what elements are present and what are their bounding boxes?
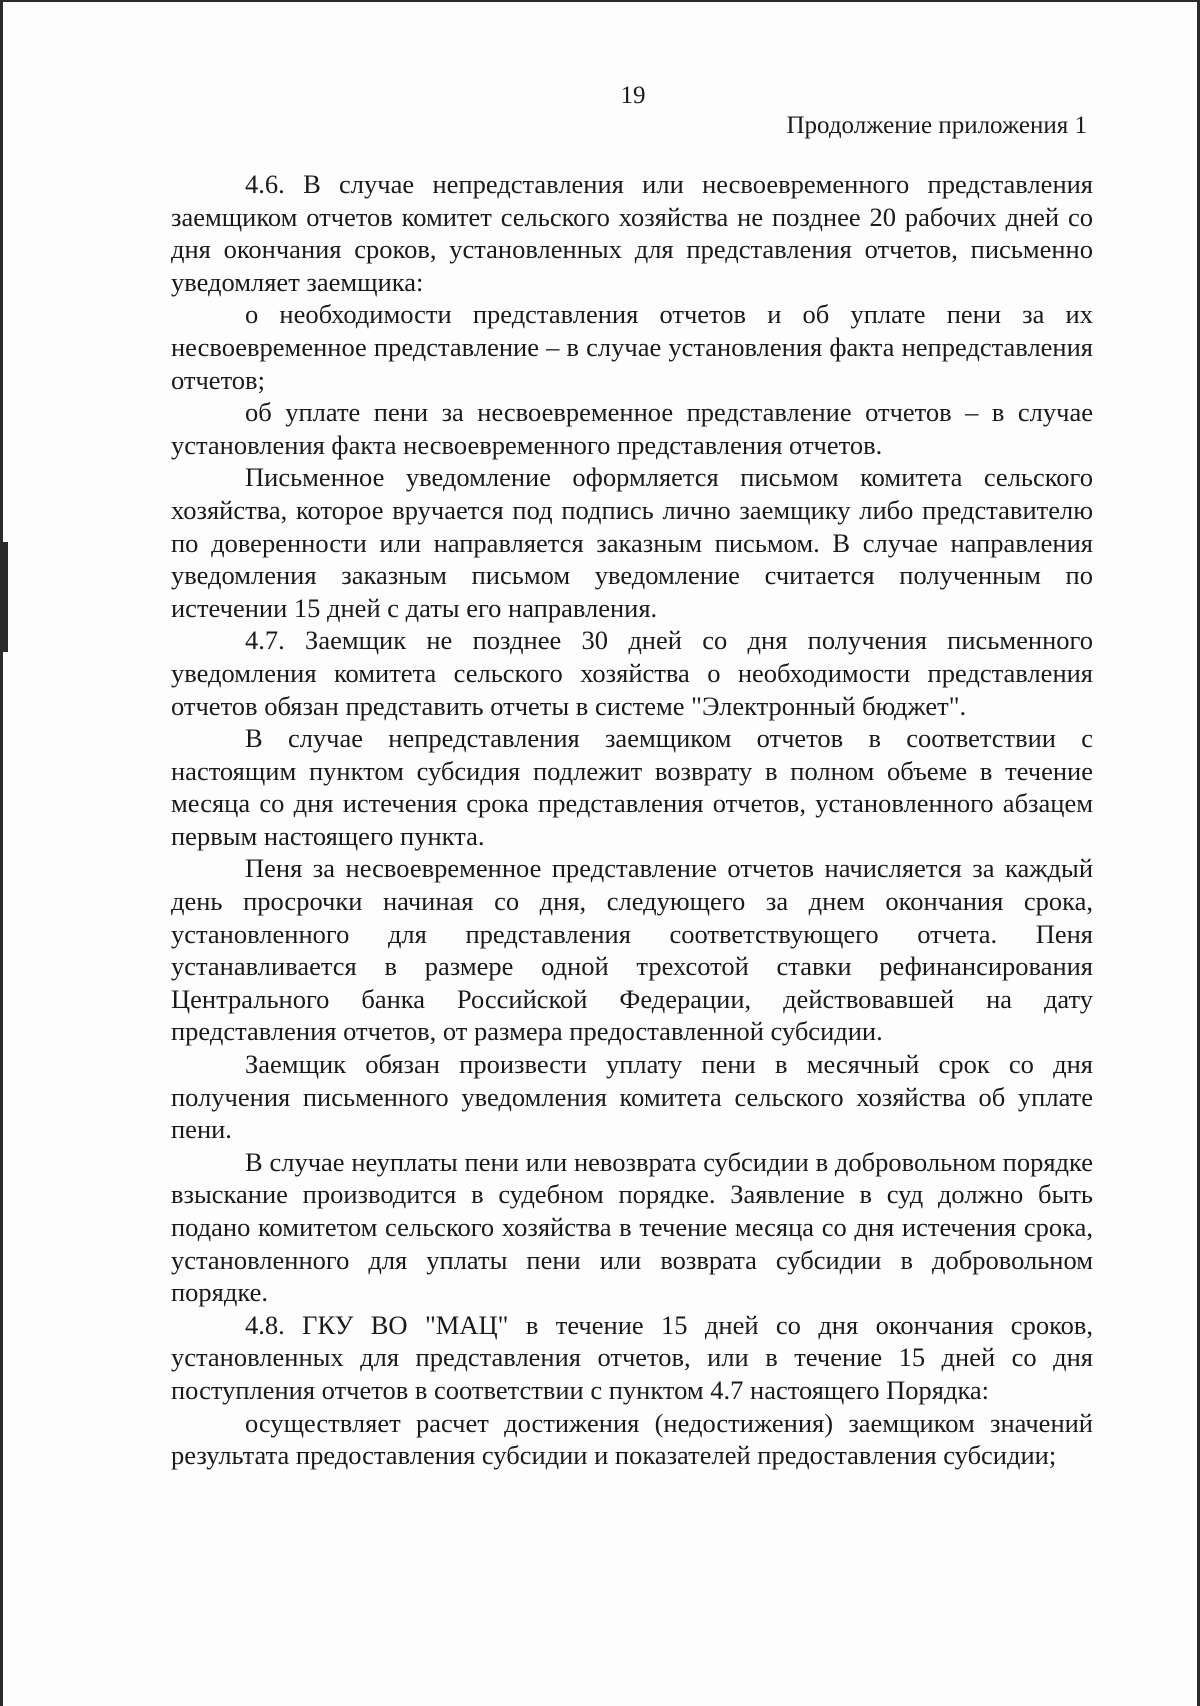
- paragraph-4-6: 4.6. В случае непредставления или несвоевременного представления заемщиком отчетов комитет сельского хозяйства не позднее 20 рабочих дней со дня окончания сроков, установленных для представления отчетов, письменно уведомляет заемщика:: [171, 169, 1093, 297]
- page-number: 19: [620, 82, 646, 109]
- paragraph-4-7: 4.7. Заемщик не позднее 30 дней со дня получения письменного уведомления комитета сельского хозяйства о необходимости представления отчетов обязан представить отчеты в системе "Электронный бюджет".: [171, 625, 1093, 721]
- paragraph-calculation: осуществляет расчет достижения (недостижения) заемщиком значений результата предоставления субсидии и показателей предоставления субсидии;: [171, 1407, 1093, 1471]
- paragraph-4-8: 4.8. ГКУ ВО "МАЦ" в течение 15 дней со дня окончания сроков, установленных для представления отчетов, или в течение 15 дней со дня поступления отчетов в соответствии с пунктом 4.7 настоящего Порядка:: [171, 1309, 1093, 1405]
- paragraph-court-recovery: В случае неуплаты пени или невозврата субсидии в добровольном порядке взыскание производится в судебном порядке. Заявление в суд должно быть подано комитетом сельского хозяйства в течение месяца со дня истечения срока, установленного для уплаты пени или возврата субсидии в добровольном порядке.: [171, 1146, 1093, 1308]
- paragraph-notice-reports: о необходимости представления отчетов и об уплате пени за их несвоевременное представление – в случае установления факта непредставления отчетов;: [171, 299, 1093, 395]
- paragraph-notice-penalty: об уплате пени за несвоевременное представление отчетов – в случае установления факта несвоевременного представления отчетов.: [171, 397, 1093, 460]
- appendix-continuation-note: Продолжение приложения 1: [786, 112, 1087, 139]
- scan-edge-mark: [3, 542, 8, 652]
- document-body: [171, 168, 1093, 1472]
- paragraph-written-notice: Письменное уведомление оформляется письмом комитета сельского хозяйства, которое вручается под подпись лично заемщику либо представителю по доверенности или направляется заказным письмом. В случае направления уведомления заказным письмом уведомление считается полученным по истечении 15 дней с даты его направления.: [171, 462, 1093, 623]
- paragraph-subsidy-return: В случае непредставления заемщиком отчетов в соответствии с настоящим пунктом субсидия подлежит возврату в полном объеме в течение месяца со дня истечения срока представления отчетов, установленного абзацем первым настоящего пункта.: [171, 723, 1093, 851]
- paragraph-penalty-accrual: Пеня за несвоевременное представление отчетов начисляется за каждый день просрочки начиная со дня, следующего за днем окончания срока, установленного для представления соответствующего отчета. Пеня устанавливается в размере одной трехсотой ставки рефинансирования Центрального банка Российской Федерации, действовавшей на дату представления отчетов, от размера предоставленной субсидии.: [171, 853, 1093, 1047]
- paragraph-penalty-payment: Заемщик обязан произвести уплату пени в месячный срок со дня получения письменного уведомления комитета сельского хозяйства об уплате пени.: [171, 1049, 1093, 1145]
